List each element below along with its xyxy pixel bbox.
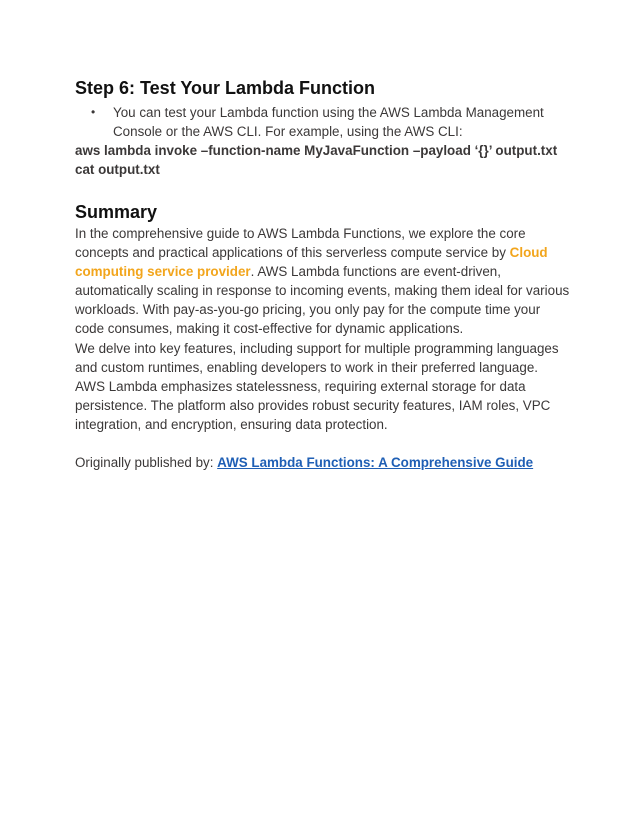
list-item (75, 103, 570, 141)
published-link[interactable]: AWS Lambda Functions: A Comprehensive Guide (217, 455, 534, 471)
step6-heading: Step 6: Test Your Lambda Function (75, 78, 376, 98)
published-line (75, 453, 570, 472)
summary-paragraph-2: We delve into key features, including support for multiple programming languages and custom runtimes, enabling developers to work in their preferred language. AWS Lambda emphasizes statelessness, requiring external storage for data persistence. The platform also provides robust security features, IAM roles, VPC integration, and encryption, ensuring data protection. (75, 340, 559, 432)
step6-bullet-list (75, 103, 570, 141)
published-label: Originally published by: (75, 455, 218, 471)
cloud-provider-link[interactable]: Cloud computing service provider (75, 245, 548, 280)
bullet-icon: • (91, 105, 96, 119)
cli-command-invoke: aws lambda invoke –function-name MyJavaFunction –payload ‘{}’ output.txt (75, 143, 558, 158)
summary-heading: Summary (75, 202, 158, 222)
summary-text-start: In the comprehensive guide to AWS Lambda Functions, we explore the core concepts and practical applications of this serverless compute service by (75, 226, 526, 261)
summary-paragraph-1 (75, 224, 570, 339)
summary-text-end: . AWS Lambda functions are event-driven, automatically scaling in response to incoming events, making them ideal for various workloads. With pay-as-you-go pricing, you only pay for the compute time your code consumes, making it cost-effective for dynamic applications. (75, 264, 570, 337)
cli-command-cat: cat output.txt (75, 162, 160, 177)
bullet-text: You can test your Lambda function using the AWS Lambda Management Console or the AWS CLI. For example, using the AWS CLI: (113, 105, 544, 139)
document-page (75, 76, 570, 472)
